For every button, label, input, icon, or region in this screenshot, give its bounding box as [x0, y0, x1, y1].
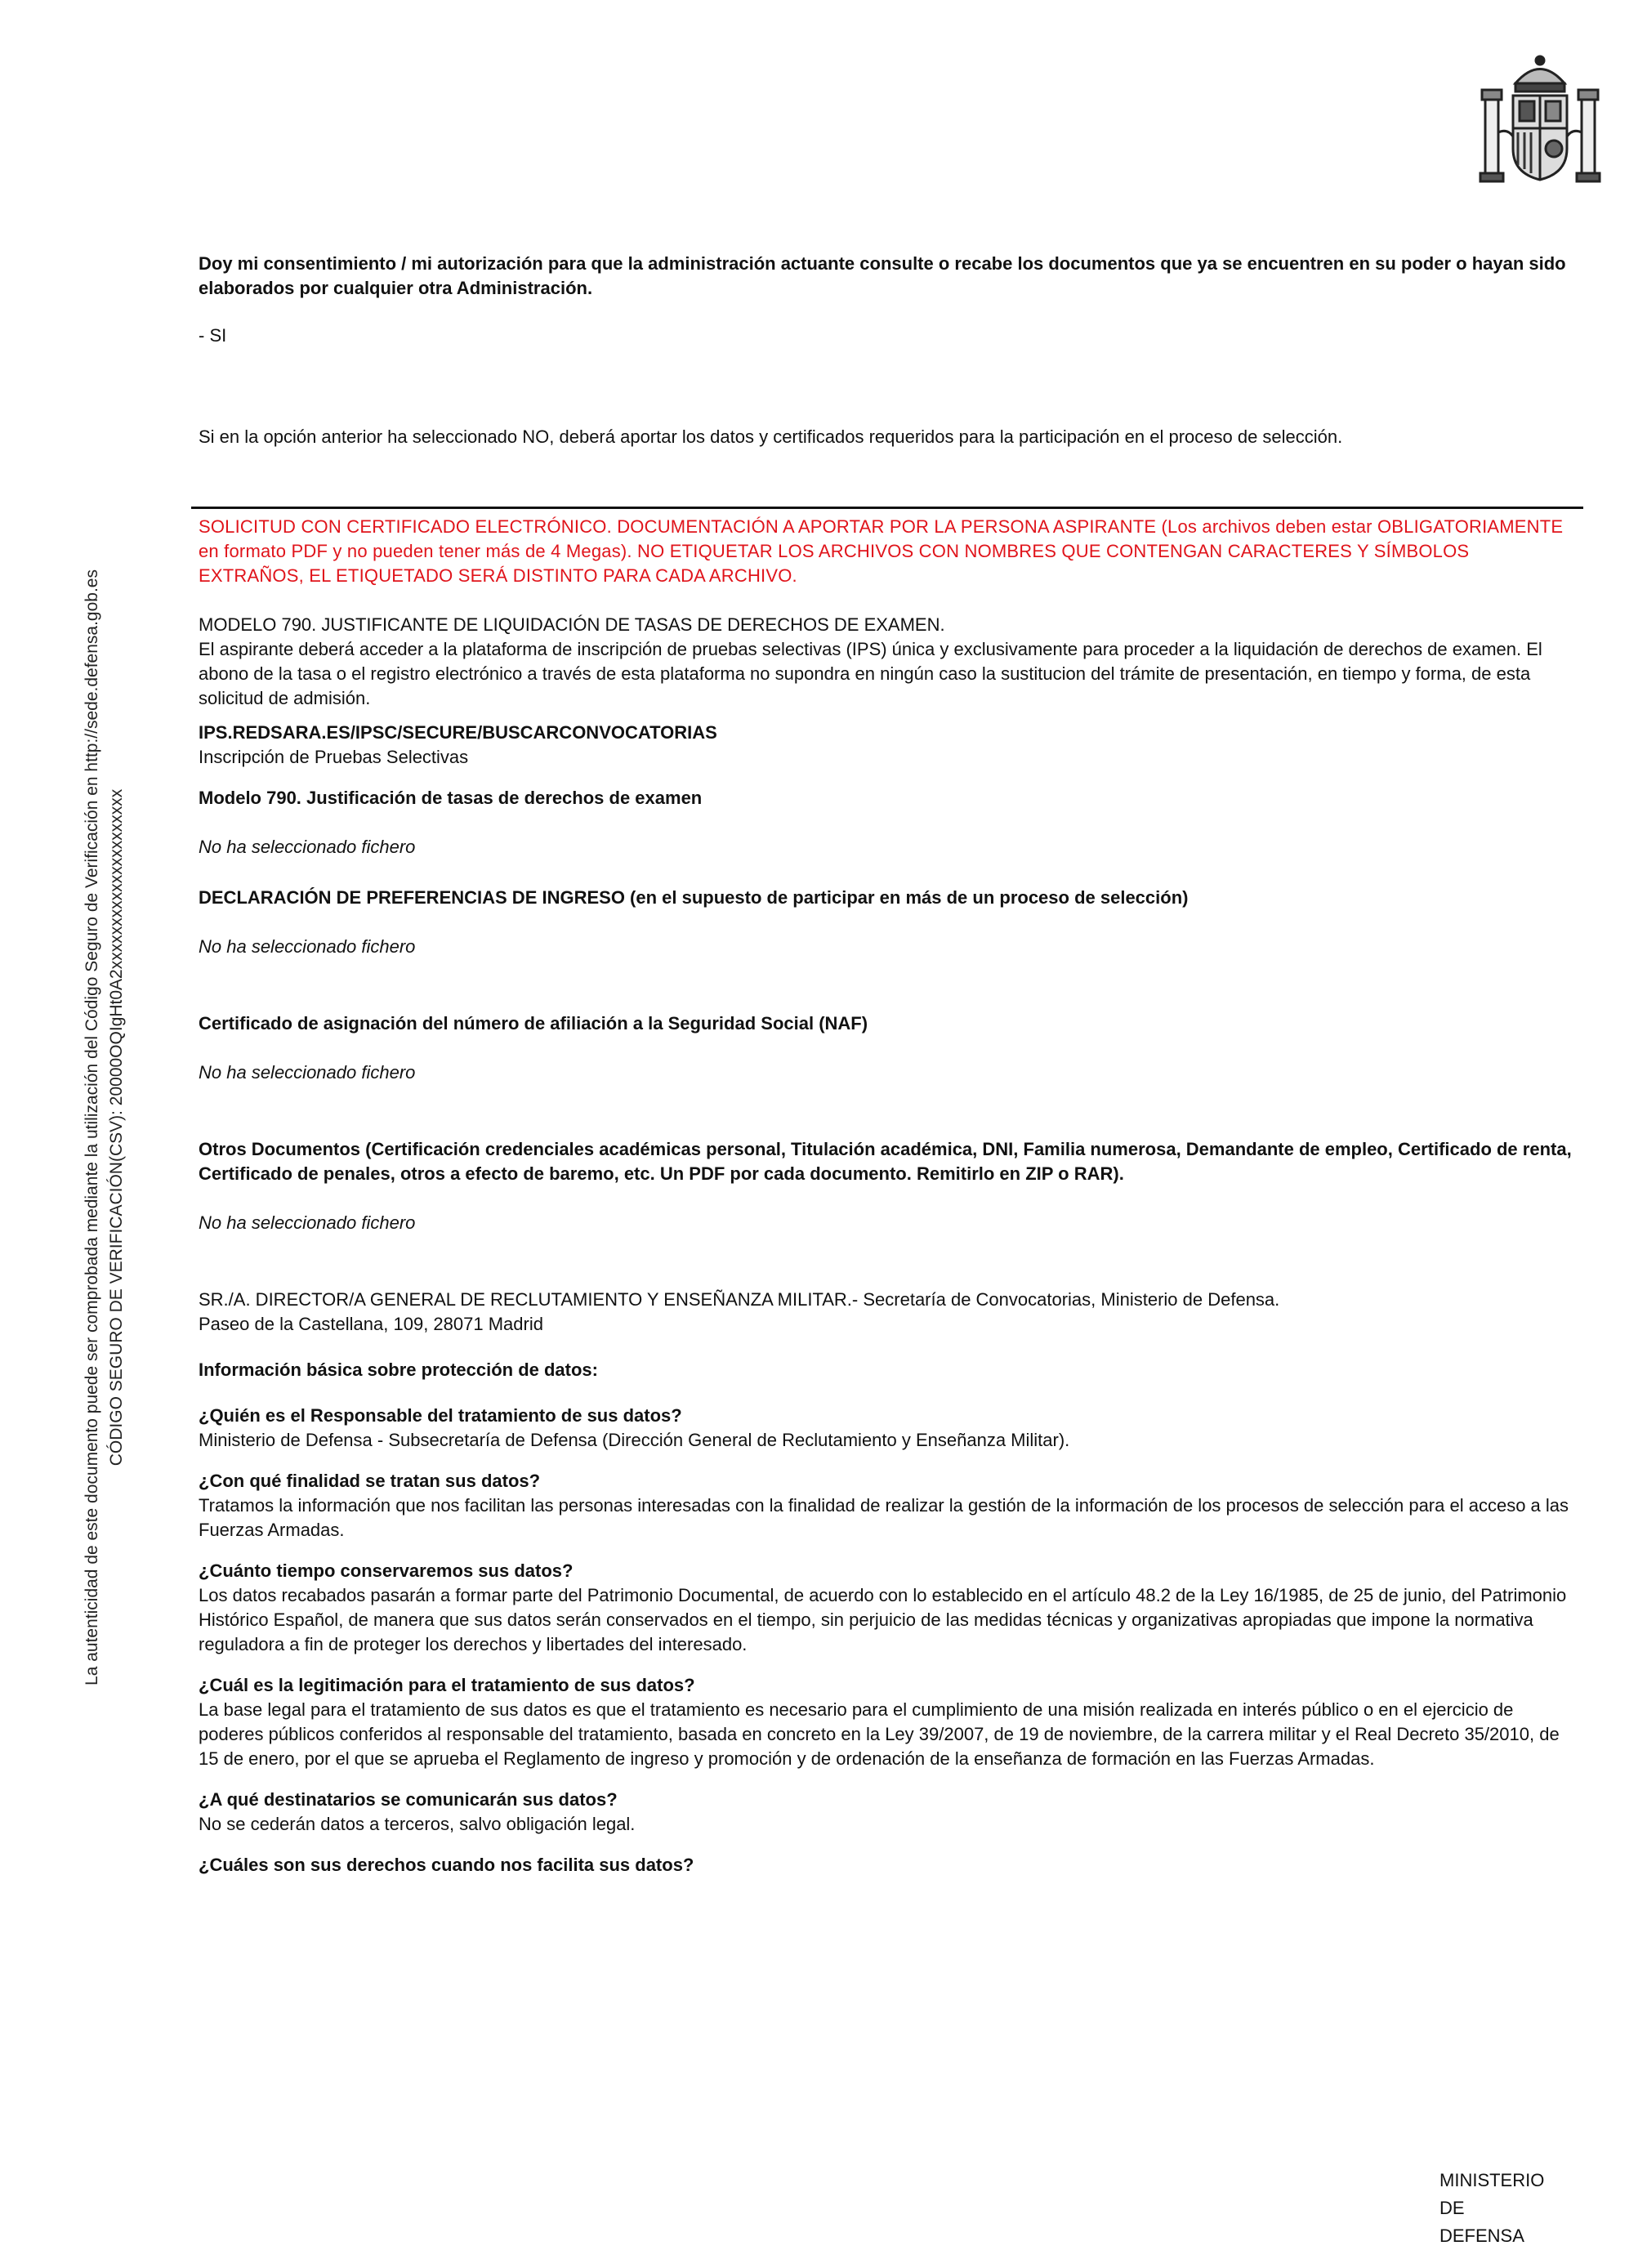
ministry-line-1: MINISTERIO: [1439, 2170, 1545, 2190]
modelo790-heading: MODELO 790. JUSTIFICANTE DE LIQUIDACIÓN DE TASAS DE DERECHOS DE EXAMEN.: [199, 614, 945, 635]
consent-note: Si en la opción anterior ha seleccionado NO, deberá aportar los datos y certificados requeridos para la participación en el proceso de selección.: [199, 426, 1343, 447]
verification-line-1: La autenticidad de este documento puede ser comprobada mediante la utilización del Código Seguro de Verificación en http://sede.defensa.gob.es: [83, 569, 101, 1685]
recipient-line-1: SR./A. DIRECTOR/A GENERAL DE RECLUTAMIENTO Y ENSEÑANZA MILITAR.- Secretaría de Convocatorias, Ministerio de Defensa.: [199, 1289, 1280, 1310]
privacy-answer: Tratamos la información que nos facilitan las personas interesadas con la finalidad de realizar la gestión de la información de los procesos de selección para el acceso a las Fuerzas Armadas.: [199, 1495, 1569, 1540]
privacy-question: ¿Quién es el Responsable del tratamiento de sus datos?: [199, 1405, 682, 1426]
recipient-line-2: Paseo de la Castellana, 109, 28071 Madrid: [199, 1314, 543, 1334]
attachment-label-otros: Otros Documentos (Certificación credenciales académicas personal, Titulación académica, DNI, Familia numerosa, Demandante de empleo, Certificado de renta, Certificado de penales, otros a efecto de baremo, etc. Un PDF por cada documento. Remitirlo en ZIP o RAR).: [199, 1139, 1572, 1184]
attachment-status-preferencias: No ha seleccionado fichero: [199, 936, 416, 957]
ips-link-description: Inscripción de Pruebas Selectivas: [199, 747, 469, 767]
attachment-status-modelo790: No ha seleccionado fichero: [199, 837, 416, 857]
privacy-answer: Los datos recabados pasarán a formar parte del Patrimonio Documental, de acuerdo con lo establecido en el artículo 48.2 de la Ley 16/1985, de 25 de junio, del Patrimonio Histórico Español, de manera que sus datos serán conservados en el tiempo, sin perjuicio de las medidas técnicas y organizativas apropiadas que impone la normativa reguladora a fin de proteger los derechos y libertades del interesado.: [199, 1585, 1567, 1654]
warning-text: SOLICITUD CON CERTIFICADO ELECTRÓNICO. DOCUMENTACIÓN A APORTAR POR LA PERSONA ASPIRANTE (Los archivos deben estar OBLIGATORIAMENTE en formato PDF y no pueden tener más de 4 Megas). NO ETIQUETAR LOS ARCHIVOS CON NOMBRES QUE CONTENGAN CARACTERES Y SÍMBOLOS EXTRAÑOS, EL ETIQUETADO SERÁ DISTINTO PARA CADA ARCHIVO.: [199, 516, 1564, 586]
verification-line-2: CÓDIGO SEGURO DE VERIFICACIÓN(CSV): 20000OQIgHt0A2xxxxxxxxxxxxxxxxxxxxx: [107, 788, 126, 1467]
ministry-footer: [1439, 2167, 1544, 2250]
consent-answer: - SI: [199, 325, 227, 346]
privacy-question: ¿Cuál es la legitimación para el tratamiento de sus datos?: [199, 1675, 695, 1695]
privacy-answer: Ministerio de Defensa - Subsecretaría de Defensa (Dirección General de Reclutamiento y Enseñanza Militar).: [199, 1430, 1070, 1450]
document-body: [199, 252, 1579, 1877]
privacy-question: ¿Cuánto tiempo conservaremos sus datos?: [199, 1560, 574, 1581]
ministry-line-2: DE: [1439, 2198, 1465, 2218]
verification-side-note: [80, 147, 129, 2108]
privacy-answer: No se cederán datos a terceros, salvo obligación legal.: [199, 1814, 636, 1834]
privacy-answer: La base legal para el tratamiento de sus datos es que el tratamiento es necesario para el cumplimiento de una misión realizada en interés público o en el ejercicio de poderes públicos conferidos al responsable del tratamiento, basada en concreto en la Ley 39/2007, de 19 de noviembre, de la carrera militar y el Real Decreto 35/2010, de 15 de enero, por el que se aprueba el Reglamento de ingreso y promoción y de ordenación de la enseñanza de formación en las Fuerzas Armadas.: [199, 1699, 1560, 1769]
privacy-question: ¿Con qué finalidad se tratan sus datos?: [199, 1471, 541, 1491]
attachment-label-preferencias: DECLARACIÓN DE PREFERENCIAS DE INGRESO (en el supuesto de participar en más de un proceso de selección): [199, 887, 1189, 908]
consent-question: Doy mi consentimiento / mi autorización para que la administración actuante consulte o recabe los documentos que ya se encuentren en su poder o hayan sido elaborados por cualquier otra Administración.: [199, 253, 1566, 298]
attachment-label-naf: Certificado de asignación del número de afiliación a la Seguridad Social (NAF): [199, 1013, 868, 1034]
modelo790-text: El aspirante deberá acceder a la plataforma de inscripción de pruebas selectivas (IPS) única y exclusivamente para proceder a la liquidación de derechos de examen. El abono de la tasa o el registro electrónico a través de esta plataforma no supondra en ningún caso la sustitucion del trámite de presentación, en tiempo y forma, de esta solicitud de admisión.: [199, 639, 1542, 708]
privacy-question: ¿A qué destinatarios se comunicarán sus datos?: [199, 1789, 618, 1810]
attachment-status-otros: No ha seleccionado fichero: [199, 1212, 416, 1233]
attachment-status-naf: No ha seleccionado fichero: [199, 1062, 416, 1083]
ips-link[interactable]: IPS.REDSARA.ES/IPSC/SECURE/BUSCARCONVOCATORIAS: [199, 722, 717, 743]
privacy-title: Información básica sobre protección de datos:: [199, 1359, 598, 1380]
ministry-line-3: DEFENSA: [1439, 2226, 1524, 2246]
privacy-question: ¿Cuáles son sus derechos cuando nos facilita sus datos?: [199, 1855, 694, 1875]
attachment-label-modelo790: Modelo 790. Justificación de tasas de derechos de examen: [199, 788, 703, 808]
coat-of-arms-icon: [1479, 51, 1601, 190]
